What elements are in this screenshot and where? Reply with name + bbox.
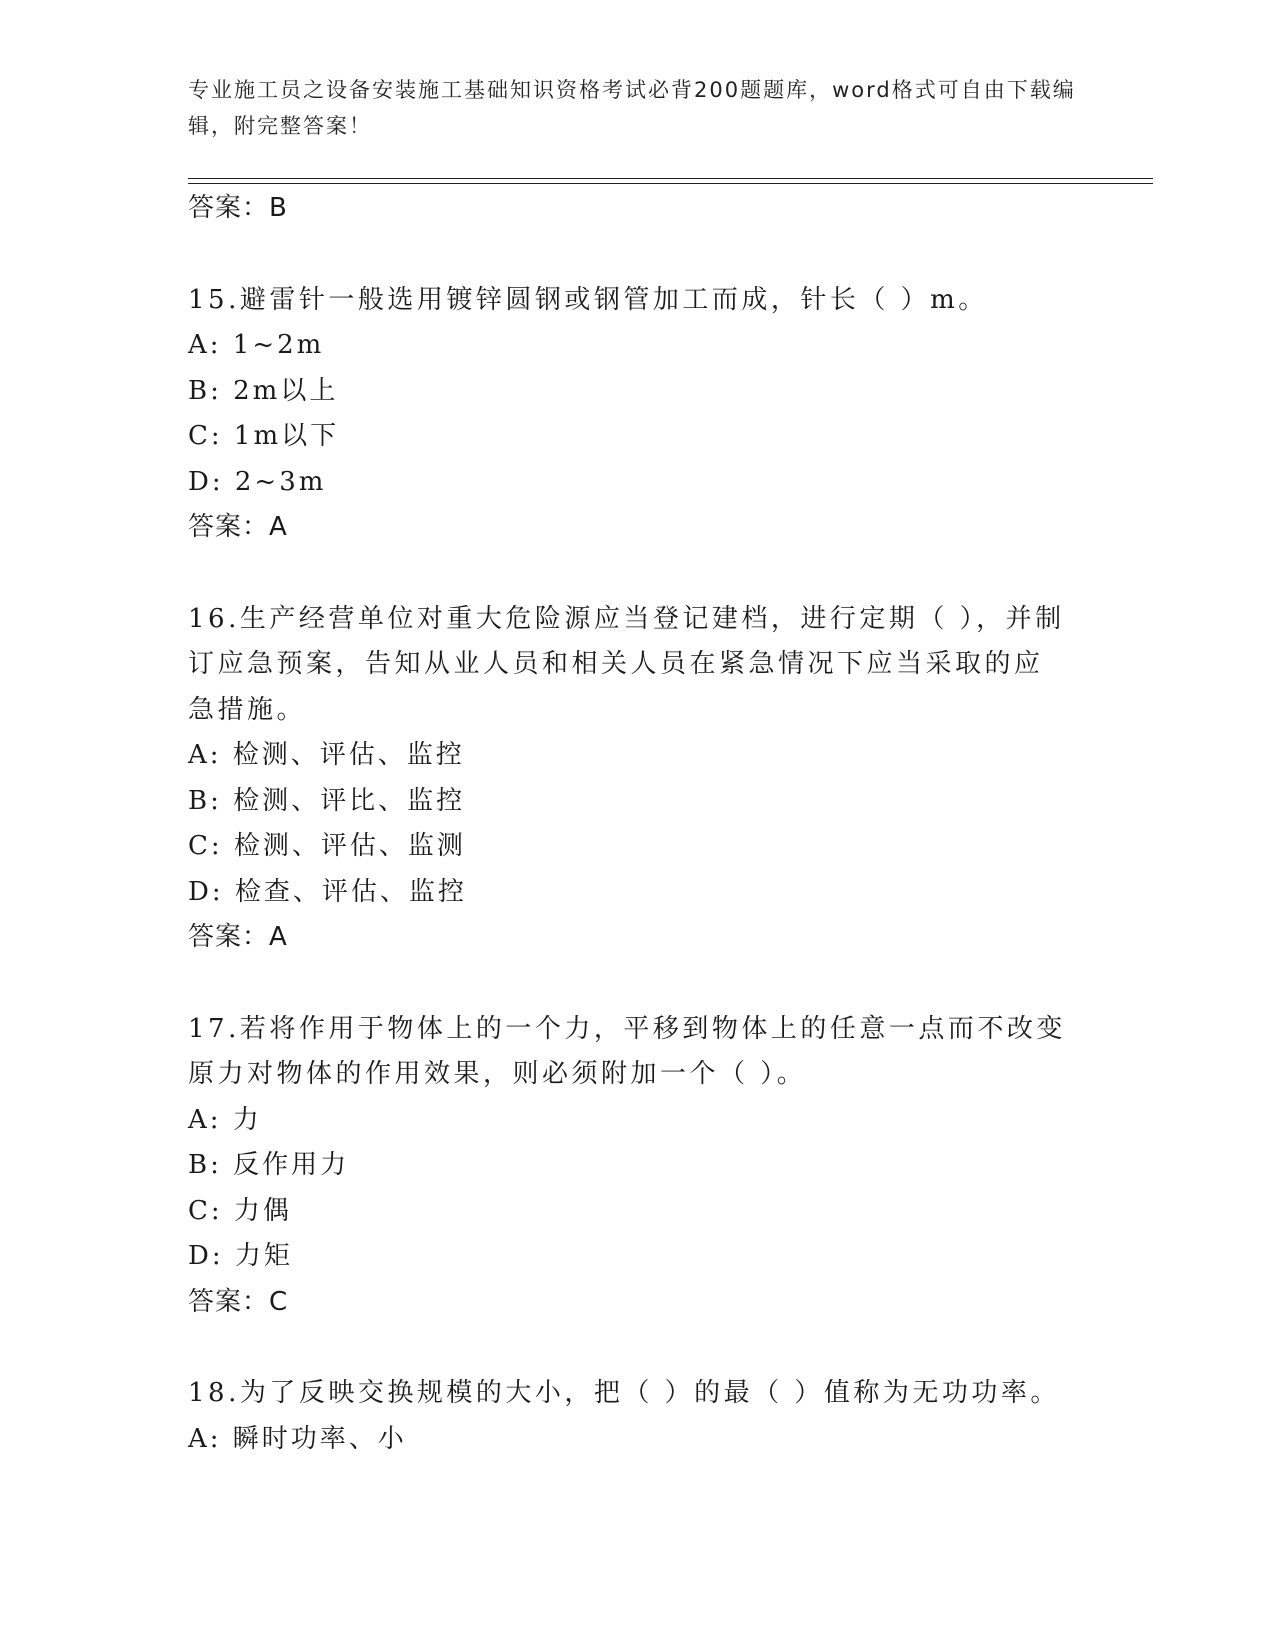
option-c: C: 检测、评估、监测 — [188, 831, 466, 861]
option-d: D: 力矩 — [188, 1241, 293, 1271]
option-b: B: 检测、评比、监控 — [188, 785, 466, 816]
option-d: D: 检查、评估、监控 — [188, 876, 467, 907]
document-header: 专业施工员之设备安装施工基础知识资格考试必背200题题库，word格式可自由下载编辑，附完整答案！ — [188, 78, 1076, 138]
option-a: A: 检测、评估、监控 — [188, 740, 465, 770]
question-17: 17.若将作用于物体上的一个力，平移到物体上的任意一点而不改变原力对物体的作用效果，则必须附加一个（ ）。 — [188, 1013, 1066, 1089]
answer-line: 答案：A — [188, 512, 288, 542]
spacer — [188, 961, 1148, 1007]
option-a: A: 力 — [188, 1104, 262, 1135]
spacer — [188, 232, 1148, 278]
question-15: 15.避雷针一般选用镀锌圆钢或钢管加工而成，针长（ ）m。 — [188, 284, 988, 315]
option-c: C: 力偶 — [188, 1195, 292, 1226]
spacer — [188, 551, 1148, 597]
document-body — [188, 186, 1148, 1462]
header-rule-bottom — [188, 183, 1153, 184]
header-rule-top — [188, 178, 1153, 179]
question-16: 16.生产经营单位对重大危险源应当登记建档，进行定期（ ），并制订应急预案，告知从业人员和相关人员在紧急情况下应当采取的应急措施。 — [188, 603, 1065, 725]
option-a: A: 1~2m — [188, 330, 325, 360]
spacer — [188, 1325, 1148, 1371]
option-c: C: 1m以下 — [188, 421, 340, 451]
answer-line: 答案：B — [188, 193, 288, 223]
answer-line: 答案：A — [188, 922, 288, 952]
option-d: D: 2~3m — [188, 466, 327, 497]
option-b: B: 反作用力 — [188, 1150, 350, 1180]
answer-line: 答案：C — [188, 1286, 289, 1317]
option-a: A: 瞬时功率、小 — [188, 1423, 407, 1454]
option-b: B: 2m以上 — [188, 375, 339, 406]
question-18: 18.为了反映交换规模的大小，把（ ）的最（ ）值称为无功功率。 — [188, 1378, 1060, 1408]
